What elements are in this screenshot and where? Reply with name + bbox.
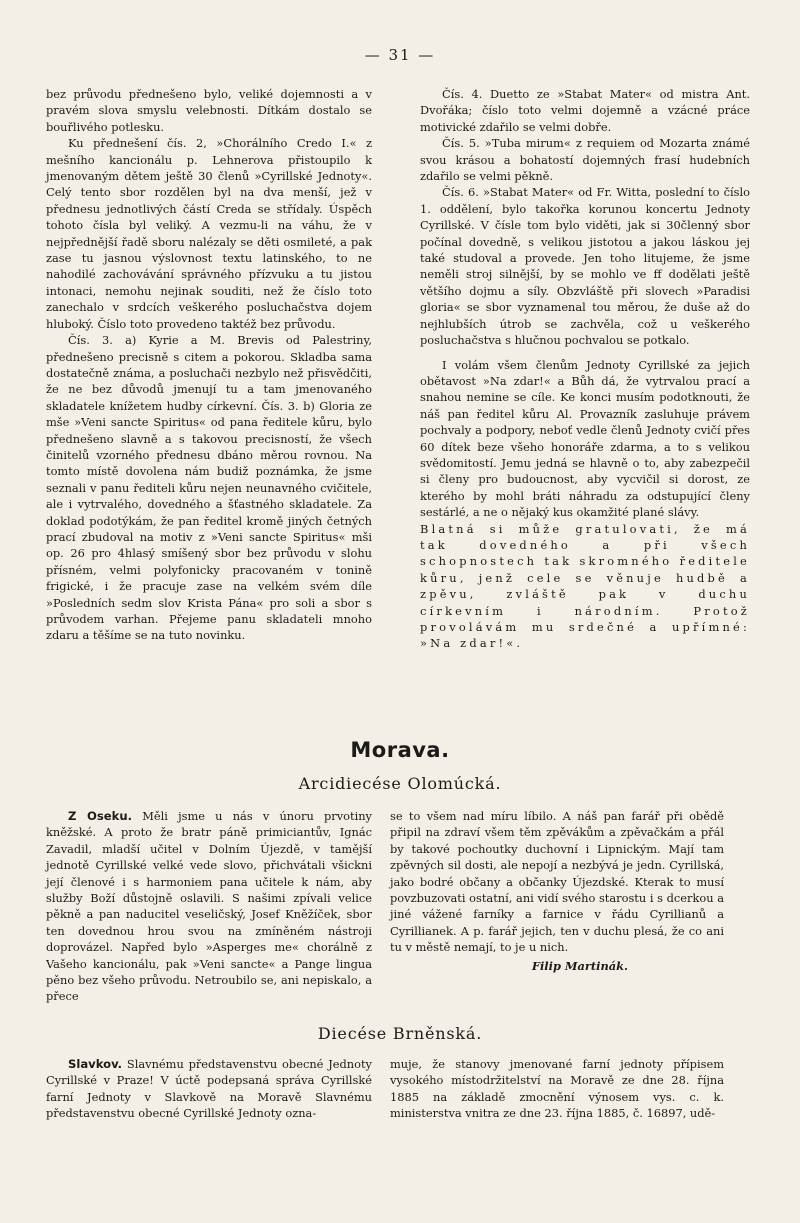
right-paragraph-2: Čís. 5. »Tuba mirum« z requiem od Mozarta známé svou krásou a bohatostí dojemných frasí hudebních zdařilo se velmi pěkně. (420, 136, 750, 184)
morava-right-text: se to všem nad míru líbilo. A náš pan farář při obědě připil na zdraví všem těm zpěvákům a zpěvačkám a přál by takové pochoutky duchovní i Lipnickým. Mají tam zpěvných sil dosti, ale nepojí a nezbývá je jedn. Cyrillská, jako bodré občany a občanky Újezdské. Kterak to musí povzbuzovati ostatní, ani vidí svého starostu i s dcerkou a jiné vážené farníky a farnice v řádu Cyrillianů a Cyrillianek. A p. farář jejich, ten v duchu plesá, že co ani tu v městě nemají, to je u nich. (390, 809, 724, 955)
morava-left-text: Měli jsme u nás v únoru prvotiny kněžské. A proto že bratr páně primiciantův, Ignác Zavadil, mladší učitel v Dolním Újezdě, v tamější jednotě Cyrillské velké vede slovo, přichvátali všickni její členové i s harmoniem pana učitele k nám, aby služby Boží důstojně oslavili. S našimi zpívali velice pěkně a pan naducitel veseličský, Josef Kněžíček, sbor ten dovednou hrou svou na zmíněném nástroji doprovázel. Napřed bylo »Asperges me« chorálně z Vašeho kancionálu, pak »Veni sancte« a Pange lingua pěno bez všeho průvodu. Netroubilo se, ani nepiskalo, a přece (46, 809, 372, 1004)
signature: Filip Martinák. (531, 958, 628, 973)
section-subtitle-brno: Diecése Brněnská. (317, 1024, 483, 1043)
brno-left-column (46, 1056, 372, 1122)
right-spaced-paragraph: Blatná si může gratulovati, že má tak dovedného a při všech schopnostech tak skromného ředitele kůru, jenž cele se věnuje hudbě a zpěvu, zvláště pak v duchu církevním i národním. Protož provolávám mu srdečné a upřímné: »Na zdar!«. (420, 521, 750, 651)
brno-right-text: muje, že stanovy jmenované farní jednoty přípisem vysokého místodržitelství na Moravě ze dne 28. října 1885 na základě zmocnění výnosem vys. c. k. ministerstva vnitra ze dne 23. října 1885, č. 16897, udě- (390, 1057, 724, 1121)
brno-left-text: Slavnému představenstvu obecné Jednoty Cyrillské v Praze! V úctě podepsaná správa Cyrillské farní Jednoty v Slavkově na Moravě Slavnému představenstvu obecné Cyrillské Jednoty ozna- (46, 1057, 372, 1121)
right-paragraph-4: I volám všem členům Jednoty Cyrillské za jejich obětavost »Na zdar!« a Bůh dá, že vytrvalou prací a snahou nemine se cíle. Ke konci musím podotknouti, že náš pan ředitel kůru Al. Provazník zasluhuje právem pochvaly a podpory, neboť vedle členů Jednoty cvičí přes 60 dítek beze všeho honoráře zdarma, a to s velikou svědomitostí. Jemu jedná se hlavně o to, aby zabezpečil si členy pro budoucnost, aby vycvičil si dorost, ze kterého by mohl bráti náhradu za odstupující členy sestárlé, a ne o nějaký kus okamžité plané slávy. (420, 357, 750, 520)
right-paragraph-3: Čís. 6. »Stabat Mater« od Fr. Witta, poslední to číslo 1. oddělení, bylo takořka korunou koncertu Jednoty Cyrillské. V čísle tom bylo viděti, jak si 30členný sbor počínal dovedně, s velikou jistotou a jakou láskou jej také studoval a provede. Jen toho litujeme, že jsme neměli stroj silnější, by se mohlo ve ff dodělati ještě většího dojmu a síly. Obzvláště při slovech »Paradisi gloria« se sbor vyznamenal tou měrou, že duše až do nejhlubších útrob se zachvěla, což u veškerého posluchačstva s hlučnou pochvalou se potkalo. (420, 185, 750, 348)
section-subtitle-olomouc: Arcidiecése Olomúcká. (298, 774, 502, 793)
morava-left-column (46, 808, 372, 1005)
section-title-morava: Morava. (350, 738, 450, 762)
morava-right-column (390, 808, 724, 974)
left-column (46, 86, 372, 644)
brno-right-column (390, 1056, 724, 1122)
article-lead-slavkov: Slavkov. (68, 1057, 123, 1071)
page-number: — 31 — (364, 46, 436, 64)
article-lead-osek: Z Oseku. (68, 809, 132, 823)
left-paragraph-1: bez průvodu přednešeno bylo, veliké dojemnosti a v pravém slova smyslu velebnosti. Dítkám dostalo se bouřlivého potlesku. (46, 87, 372, 134)
right-column (420, 86, 750, 652)
right-paragraph-1: Čís. 4. Duetto ze »Stabat Mater« od mistra Ant. Dvořáka; číslo toto velmi dojemně a vzácné práce motivické zdařilo se velmi dobře. (420, 87, 750, 134)
left-paragraph-2: Ku přednešení čís. 2, »Chorálního Credo I.« z mešního kancionálu p. Lehnerova přistoupilo k jmenovaným dětem ještě 30 členů »Cyrillské Jednoty«. Celý tento sbor rozdělen byl na dva menší, jež v přednesu jednotlivých částí Creda se střídaly. Úspěch tohoto čísla byl veliký. A vezmu-li na váhu, že v nejpřednější řadě sboru nalézaly se děti osmileté, a pak zase tu jasnou výslovnost textu latinského, to ne nahodilé zachovávání správného přízvuku a tu jistou intonaci, nemohu nejinak souditi, než že číslo toto zanechalo v srdcích veškerého posluchačstva dojem hluboký. Číslo toto provedeno taktéž bez průvodu. (46, 136, 372, 331)
left-paragraph-3: Čís. 3. a) Kyrie a M. Brevis od Palestriny, přednešeno precisně s citem a pokorou. Skladba sama dostatečně známa, a posluchači nezbylo než přisvědčiti, že ne bez důvodů jmenují tu a tam jmenovaného skladatele knížetem hudby církevní. Čís. 3. b) Gloria ze mše »Veni sancte Spiritus« od pana ředitele kůru, bylo přednešeno slavně a s takovou precisností, že všech činitelů vzorného přednesu dbáno měrou rovnou. Na tomto místě dovolena nám budiž poznámka, že jsme seznali v panu řediteli kůru nejen neunavného cvičitele, ale i vytrvalého, dovedného a šťastného skladatele. Za doklad podotýkám, že pan ředitel kromě jiných četných prací zbudoval na motiv z »Veni sancte Spiritus« mši op. 26 pro 4hlasý smíšený sbor bez průvodu v slohu přísném, velmi polyfonicky pracovaném v tonině frigické, i že pracuje zase na velkém svém díle »Posledních sedm slov Krista Pána« pro soli a sbor s průvodem varhan. Přejeme panu skladateli mnoho zdaru a těšíme se na tuto novinku. (46, 333, 372, 643)
